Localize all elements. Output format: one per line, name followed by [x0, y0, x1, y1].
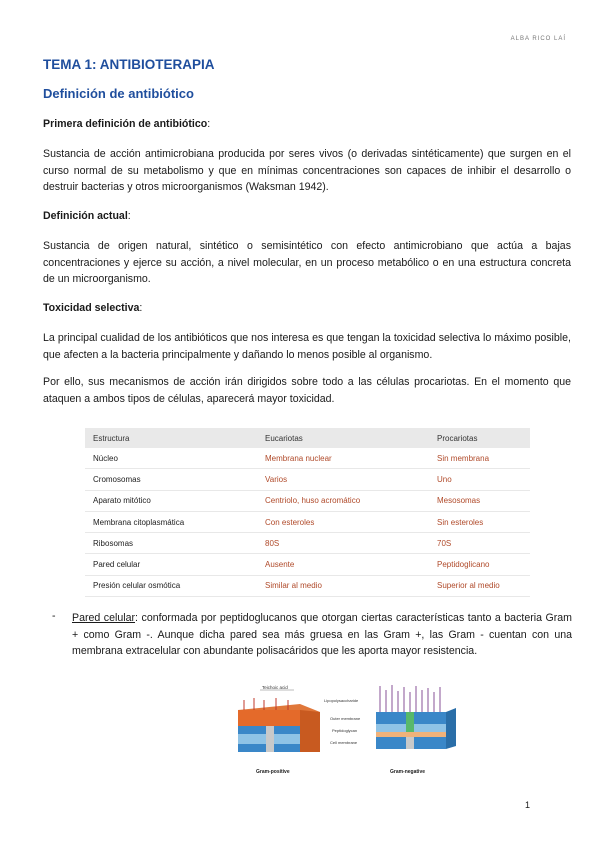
table-cell: Mesosomas	[429, 490, 530, 511]
table-header: Procariotas	[429, 428, 530, 448]
table-cell: Similar al medio	[257, 575, 429, 596]
tox-text-1: La principal cualidad de los antibióticos que nos interesa es que tengan la toxicidad selectiva lo máximo posible, que afecten a la bacteria principalmente y dañando lo menos posible al organismo.	[43, 332, 571, 361]
def2-text: Sustancia de origen natural, sintético o semisintético con efecto antimicrobiano que actúa a bajas concentraciones y ejerce su acción, a nivel molecular, en un proceso metabólico o en una estructura concreta de un microorganismo.	[43, 240, 571, 285]
comparison-table	[85, 428, 530, 597]
table-cell: Aparato mitótico	[85, 490, 257, 511]
outer-membrane-label: Outer membrane	[330, 716, 361, 721]
table-cell: Ausente	[257, 554, 429, 575]
table-cell: 80S	[257, 533, 429, 554]
bullet-text: Pared celular: conformada por peptidoglucanos que otorgan ciertas características tanto a bacteria Gram + como Gram -. Aunque dicha pared sea más gruesa en las Gram +, las Gram - cuentan con una membrana extracelular con abundante polisacáridos que les aporta mayor resistencia.	[72, 612, 572, 657]
gram-negative-caption: Gram-negative	[390, 769, 426, 775]
table-cell: 70S	[429, 533, 530, 554]
table-cell: Uno	[429, 469, 530, 490]
gram-wall-figure	[230, 682, 550, 776]
tox-text-2: Por ello, sus mecanismos de acción irán dirigidos sobre todo a las células procariotas. En el momento que ataquen a ambos tipos de células, aparecerá mayor toxicidad.	[43, 376, 571, 405]
peptidoglycan-label: Peptidoglycan	[332, 728, 358, 733]
table-header-row	[85, 428, 530, 448]
table-cell: Sin esteroles	[429, 511, 530, 532]
table-header: Estructura	[85, 428, 257, 448]
header-tag: ALBA RICO LAÍ	[510, 36, 566, 42]
table-row	[85, 533, 530, 554]
table-row	[85, 490, 530, 511]
table-cell: Núcleo	[85, 448, 257, 469]
teichoic-label: Teichoic acid	[262, 685, 288, 690]
def2-heading: Definición actual:	[43, 210, 131, 222]
table-cell: Membrana citoplasmática	[85, 511, 257, 532]
cell-membrane-label: Cell membrane	[330, 740, 358, 745]
table-cell: Presión celular osmótica	[85, 575, 257, 596]
table-cell: Con esteroles	[257, 511, 429, 532]
table-cell: Varios	[257, 469, 429, 490]
table-cell: Pared celular	[85, 554, 257, 575]
def1-heading: Primera definición de antibiótico:	[43, 118, 211, 130]
bullet-marker: -	[52, 610, 56, 622]
table-row	[85, 554, 530, 575]
table-row	[85, 575, 530, 596]
page-number: 1	[524, 800, 530, 810]
gram-negative-diagram	[376, 685, 456, 749]
page-title: TEMA 1: ANTIBIOTERAPIA	[43, 57, 215, 72]
table-cell: Centriolo, huso acromático	[257, 490, 429, 511]
gram-positive-diagram	[238, 690, 320, 752]
table-cell: Superior al medio	[429, 575, 530, 596]
section-heading: Definición de antibiótico	[43, 86, 194, 101]
table-cell: Ribosomas	[85, 533, 257, 554]
table-row	[85, 511, 530, 532]
table-cell: Membrana nuclear	[257, 448, 429, 469]
gram-positive-caption: Gram-positive	[256, 769, 290, 775]
table-cell: Cromosomas	[85, 469, 257, 490]
bullet-term: Pared celular	[72, 612, 136, 624]
table-row	[85, 448, 530, 469]
tox-heading: Toxicidad selectiva:	[43, 302, 143, 314]
lps-label: Lipopolysaccharide	[324, 698, 359, 703]
table-row	[85, 469, 530, 490]
def1-text: Sustancia de acción antimicrobiana producida por seres vivos (o derivadas sintéticamente) que surgen en el curso normal de su metabolismo y que en mínimas concentraciones son capaces de inhibir el desarrollo o destruir bacterias y otros microorganismos (Waksman 1942).	[43, 148, 571, 193]
table-cell: Sin membrana	[429, 448, 530, 469]
table-cell: Peptidoglicano	[429, 554, 530, 575]
table-header: Eucariotas	[257, 428, 429, 448]
